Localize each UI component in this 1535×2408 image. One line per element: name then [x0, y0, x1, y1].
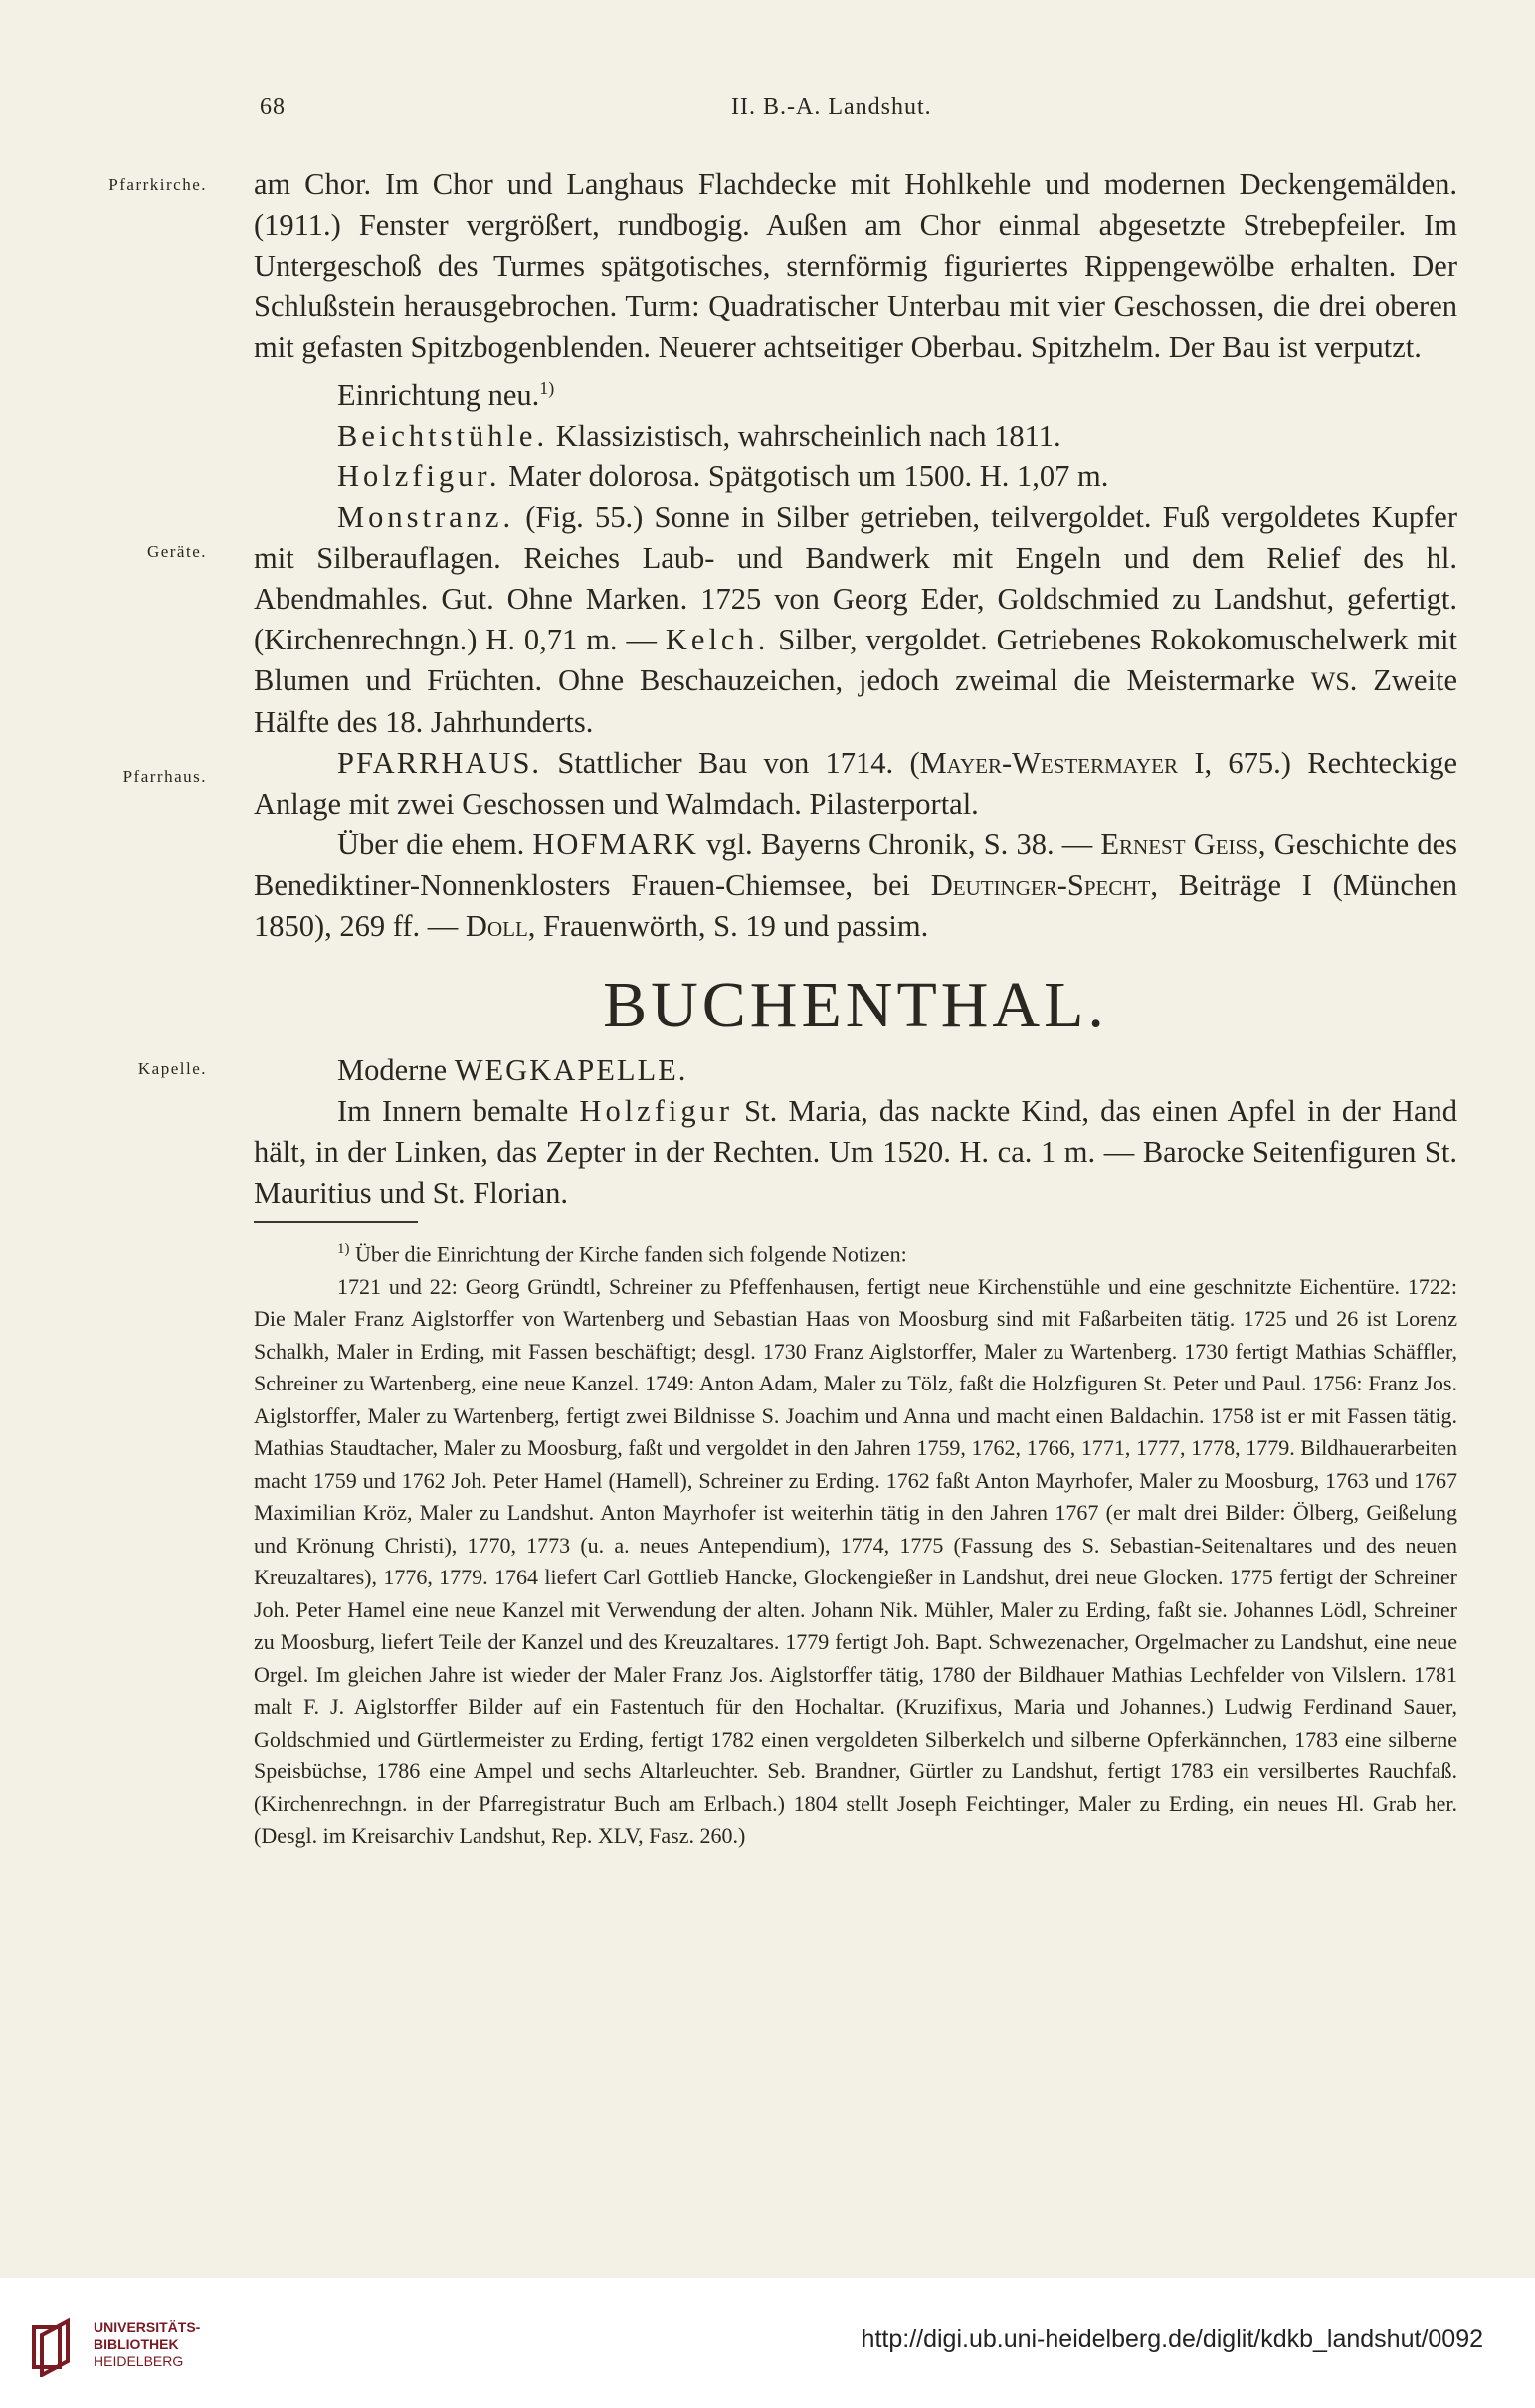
footnote-ref: 1): [539, 378, 555, 398]
paragraph-wooden-figure: Holzfigur. Mater dolorosa. Spätgotisch um 1500. H. 1,07 m.: [337, 460, 1109, 494]
running-title: II. B.-A. Landshut.: [731, 94, 932, 120]
paragraph-chapel: Moderne WEGKAPELLE.: [337, 1053, 688, 1088]
margin-note-pfarrhaus: Pfarrhaus.: [122, 767, 207, 786]
paragraph-rectory: PFARRHAUS. Stattlicher Bau von 1714. (Mayer-Westermayer I, 675.) Rechteckige Anlage mit zwei Geschossen und Walmdach. Pilasterportal.: [254, 746, 1457, 822]
paragraph-chapel-figure: Im Innern bemalte Holzfigur St. Maria, das nackte Kind, das einen Apfel in der Hand hält, in der Linken, das Zepter in der Rechten. Um 1520. H. ca. 1 m. — Barocke Seitenfiguren St. Mauritius und St. Florian.: [254, 1094, 1458, 1210]
paragraph-confessionals: Beichtstühle. Klassizistisch, wahrscheinlich nach 1811.: [337, 419, 1061, 454]
source-url[interactable]: http://digi.ub.uni-heidelberg.de/diglit/kdkb_landshut/0092: [861, 2325, 1483, 2353]
paragraph-furnishing: Einrichtung neu.$^{1)}$: [337, 378, 555, 413]
footnote-rule: [254, 1221, 418, 1223]
library-name: UNIVERSITÄTS- BIBLIOTHEK HEIDELBERG: [94, 2319, 201, 2369]
margin-note-pfarrkirche: Pfarrkirche.: [108, 175, 207, 194]
main-text: [254, 164, 1457, 1853]
library-logo-icon: [28, 2317, 88, 2377]
section-heading: BUCHENTHAL.: [603, 969, 1108, 1042]
page-number: 68: [260, 94, 286, 120]
paragraph-hofmark: Über die ehem. HOFMARK vgl. Bayerns Chronik, S. 38. — Ernest Geiss, Geschichte des Benediktiner-Nonnenklosters Frauen-Chiemsee, bei Deutinger-Specht, Beiträge I (München 1850), 269 ff. — Doll, Frauenwörth, S. 19 und passim.: [254, 828, 1458, 944]
footnote-body: 1721 und 22: Georg Gründtl, Schreiner zu Pfeffenhausen, fertigt neue Kirchenstühle und eine geschnitzte Eichentüre. 1722: Die Maler Franz Aiglstorffer von Wartenberg und Sebastian Haas von Moosburg sind mit Faßarbeiten tätig. 1725 und 26 ist Lorenz Schalkh, Maler in Erding, mit Fassen beschäftigt; desgl. 1730 Franz Aiglstorffer, Maler zu Wartenberg. 1730 fertigt Mathias Schäffler, Schreiner zu Wartenberg, eine neue Kanzel. 1749: Anton Adam, Maler zu Tölz, faßt die Holzfiguren St. Peter und Paul. 1756: Franz Jos. Aiglstorffer, Maler zu Wartenberg, fertigt zwei Bildnisse S. Joachim und Anna und macht einen Baldachin. 1758 ist er mit Fassen tätig. Mathias Staudtacher, Maler zu Moosburg, faßt und vergoldet in den Jahren 1759, 1762, 1766, 1771, 1777, 1778, 1779. Bildhauerarbeiten macht 1759 und 1762 Joh. Peter Hamel (Hamell), Schreiner zu Erding. 1762 faßt Anton Mayrhofer, Maler zu Moosburg, 1763 und 1767 Maximilian Kröz, Maler zu Landshut. Anton Mayrhofer ist weiterhin tätig in den Jahren 1767 (er malt drei Bilder: Ölberg, Geißelung und Krönung Christi), 1770, 1773 (u. a. neues Antependium), 1774, 1775 (Fassung des S. Sebastian-Seitenaltares und des neuen Kreuzaltares), 1776, 1779. 1764 liefert Carl Gottlieb Hancke, Glockengießer in Landshut, drei neue Glocken. 1775 fertigt der Schreiner Joh. Peter Hamel eine neue Kanzel mit Verwendung der alten. Johann Nik. Mühler, Maler zu Erding, faßt sie. Johannes Lödl, Schreiner zu Moosburg, liefert Teile der Kanzel und des Kreuzaltares. 1779 fertigt Joh. Bapt. Schwezenacher, Orgelmacher zu Landshut, eine neue Orgel. Im gleichen Jahre ist wieder der Maler Franz Jos. Aiglstorffer tätig, 1780 der Bildhauer Mathias Lechfelder von Vilslern. 1781 malt F. J. Aiglstorffer Bilder auf ein Fastentuch für den Hochaltar. (Kruzifixus, Maria und Johannes.) Ludwig Ferdinand Sauer, Goldschmied und Gürtlermeister zu Erding, fertigt 1782 einen vergoldeten Silberkelch und silberne Opferkännchen, 1783 eine silberne Speisbüchse, 1786 eine Ampel und sechs Altarleuchter. Seb. Brandner, Gürtler zu Landshut, fertigt 1783 ein versilbertes Rauchfaß. (Kirchenrechngn. in der Pfarregistratur Buch am Erlbach.) 1804 stellt Joseph Feichtinger, Maler zu Erding, ein neues Hl. Grab her. (Desgl. im Kreisarchiv Landshut, Rep. XLV, Fasz. 260.): [254, 1273, 1457, 1849]
paragraph-monstrance: Monstranz. (Fig. 55.) Sonne in Silber getrieben, teilvergoldet. Fuß vergoldetes Kupfer mit Silberauflagen. Reiches Laub- und Bandwerk mit Engeln und dem Relief des hl. Abendmahles. Gut. Ohne Marken. 1725 von Georg Eder, Goldschmied zu Landshut, gefertigt. (Kirchenrechngn.) H. 0,71 m. — Kelch. Silber, vergoldet. Getriebenes Rokokomuschelwerk mit Blumen und Früchten. Ohne Beschauzeichen, jedoch zweimal die Meistermarke WS. Zweite Hälfte des 18. Jahrhunderts.: [254, 500, 1457, 740]
margin-note-geraete: Geräte.: [146, 542, 207, 561]
margin-note-kapelle: Kapelle.: [137, 1059, 207, 1078]
footnote: [254, 1233, 1457, 1853]
footnote-intro: $^{1)}$ Über die Einrichtung der Kirche fanden sich folgende Notizen:: [337, 1241, 907, 1267]
page-header: [254, 94, 1462, 134]
paragraph-church: am Chor. Im Chor und Langhaus Flachdecke mit Hohlkehle und modernen Deckengemälden. (1911.) Fenster vergrößert, rundbogig. Außen am Chor einmal abgesetzte Strebepfeiler. Im Untergeschoß des Turmes spätgotisches, sternförmig figuriertes Rippengewölbe erhalten. Der Schlußstein herausgebrochen. Turm: Quadratischer Unterbau mit vier Geschossen, die drei oberen mit gefasten Spitzbogenblenden. Neuerer achtseitiger Oberbau. Spitzhelm. Der Bau ist verputzt.: [254, 167, 1457, 364]
footer-bar: [0, 2278, 1535, 2408]
master-mark: WS: [1310, 667, 1350, 697]
